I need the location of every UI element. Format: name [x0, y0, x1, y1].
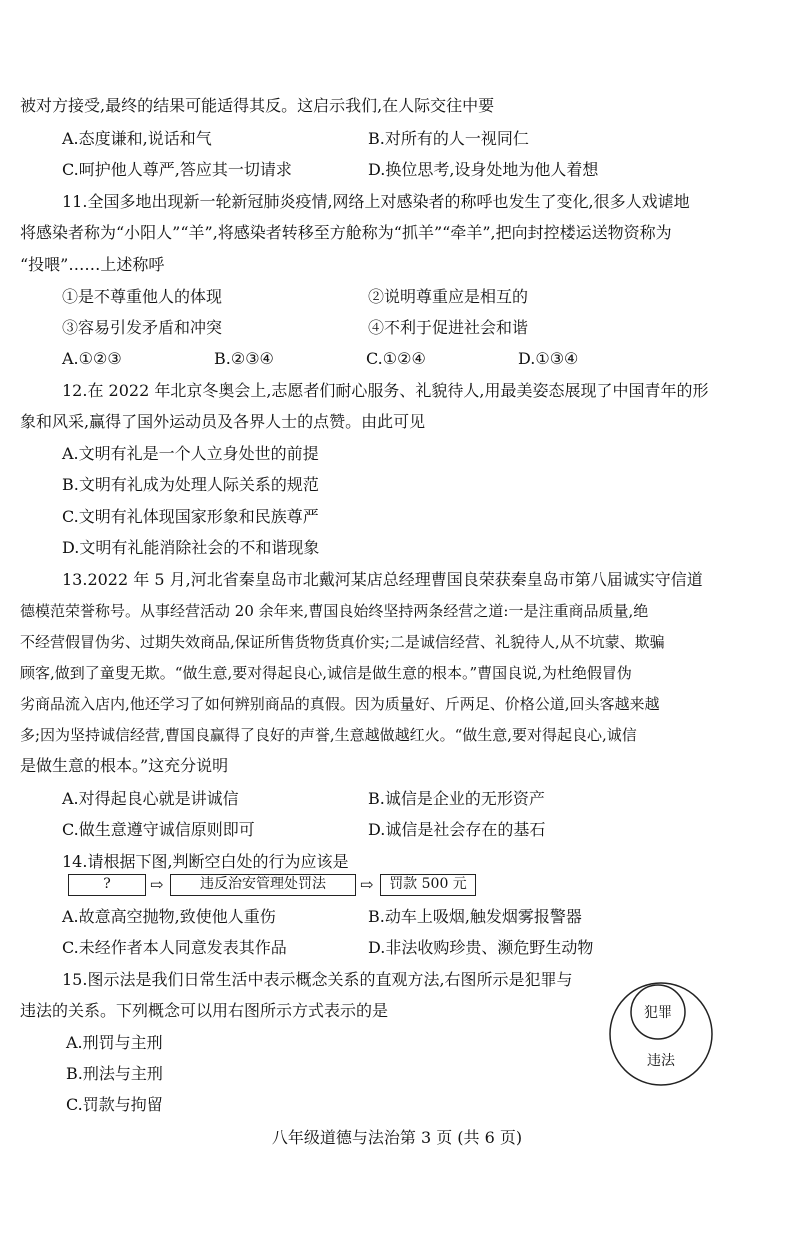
q13-stem-line-2: 德模范荣誉称号。从事经营活动 20 余年来,曹国良始终坚持两条经营之道:一是注重商品质量,绝: [20, 602, 649, 620]
q14-option-a: A.故意高空抛物,致使他人重伤: [62, 907, 276, 926]
q15-stem-line-2: 违法的关系。下列概念可以用右图所示方式表示的是: [20, 1001, 389, 1020]
q13-option-d: D.诚信是社会存在的基石: [368, 820, 546, 839]
q12-option-c: C.文明有礼体现国家形象和民族尊严: [62, 507, 319, 526]
q11-option-c: C.①②④: [366, 349, 426, 368]
q13-option-c: C.做生意遵守诚信原则即可: [62, 820, 255, 839]
q10-option-a: A.态度谦和,说话和气: [62, 129, 212, 148]
q13-stem-line-3: 不经营假冒伪劣、过期失效商品,保证所售货物货真价实;二是诚信经营、礼貌待人,从不坑蒙、欺骗: [20, 633, 665, 651]
q14-flow-blank-box: ?: [68, 874, 146, 896]
q10-option-c: C.呵护他人尊严,答应其一切请求: [62, 160, 292, 179]
q13-stem-line-1: 13.2022 年 5 月,河北省秦皇岛市北戴河某店总经理曹国良荣获秦皇岛市第八届诚实守信道: [62, 570, 703, 589]
q12-option-b: B.文明有礼成为处理人际关系的规范: [62, 475, 319, 494]
q12-stem-line-2: 象和风采,赢得了国外运动员及各界人士的点赞。由此可见: [20, 412, 426, 431]
q13-option-a: A.对得起良心就是讲诚信: [62, 789, 239, 808]
q15-stem-line-1: 15.图示法是我们日常生活中表示概念关系的直观方法,右图所示是犯罪与: [62, 970, 573, 989]
q14-flow-middle-box: 违反治安管理处罚法: [170, 874, 356, 896]
q10-stem-tail: 被对方接受,最终的结果可能适得其反。这启示我们,在人际交往中要: [20, 96, 495, 115]
q14-flow-arrow-1: ⇨: [150, 875, 164, 894]
q11-option-d: D.①③④: [518, 349, 579, 368]
q15-option-c: C.罚款与拘留: [66, 1095, 163, 1114]
q13-stem-line-6: 多;因为坚持诚信经营,曹国良赢得了良好的声誉,生意越做越红火。“做生意,要对得起良心,诚信: [20, 726, 637, 744]
q14-option-c: C.未经作者本人同意发表其作品: [62, 938, 287, 957]
q11-statement-1: ①是不尊重他人的体现: [62, 287, 223, 306]
q13-stem-line-7: 是做生意的根本。”这充分说明: [20, 756, 229, 775]
venn-outer-label: 违法: [647, 1053, 675, 1069]
q15-option-b: B.刑法与主刑: [66, 1064, 163, 1083]
q11-stem-line-2: 将感染者称为“小阳人”“羊”,将感染者转移至方舱称为“抓羊”“牵羊”,把向封控楼运送物资称为: [20, 223, 672, 242]
q14-stem: 14.请根据下图,判断空白处的行为应该是: [62, 852, 349, 871]
outer-circle: [610, 983, 712, 1085]
q14-flow-result-box: 罚款 500 元: [380, 874, 476, 896]
q14-flow-arrow-2: ⇨: [360, 875, 374, 894]
venn-inner-label: 犯罪: [644, 1005, 672, 1021]
q13-stem-line-5: 劣商品流入店内,他还学习了如何辨别商品的真假。因为质量好、斤两足、价格公道,回头客越来越: [20, 695, 660, 713]
page-footer: 八年级道德与法治第 3 页 (共 6 页): [271, 1128, 523, 1147]
q12-option-d: D.文明有礼能消除社会的不和谐现象: [62, 538, 320, 557]
q10-option-d: D.换位思考,设身处地为他人着想: [368, 160, 599, 179]
q15-venn-diagram: [606, 982, 716, 1086]
q11-stem-line-3: “投喂”……上述称呼: [20, 255, 165, 274]
q13-option-b: B.诚信是企业的无形资产: [368, 789, 545, 808]
q11-option-b: B.②③④: [214, 349, 274, 368]
q14-option-d: D.非法收购珍贵、濒危野生动物: [368, 938, 594, 957]
q13-stem-line-4: 顾客,做到了童叟无欺。“做生意,要对得起良心,诚信是做生意的根本。”曹国良说,为杜绝假冒伪: [20, 664, 632, 682]
q15-option-a: A.刑罚与主刑: [66, 1033, 163, 1052]
q10-option-b: B.对所有的人一视同仁: [368, 129, 529, 148]
q11-option-a: A.①②③: [62, 349, 122, 368]
q12-option-a: A.文明有礼是一个人立身处世的前提: [62, 444, 319, 463]
q11-stem-line-1: 11.全国多地出现新一轮新冠肺炎疫情,网络上对感染者的称呼也发生了变化,很多人戏谑地: [62, 192, 690, 211]
q11-statement-4: ④不利于促进社会和谐: [368, 318, 529, 337]
q11-statement-3: ③容易引发矛盾和冲突: [62, 318, 223, 337]
q14-option-b: B.动车上吸烟,触发烟雾报警器: [368, 907, 582, 926]
q12-stem-line-1: 12.在 2022 年北京冬奥会上,志愿者们耐心服务、礼貌待人,用最美姿态展现了中国青年的形: [62, 381, 709, 400]
q11-statement-2: ②说明尊重应是相互的: [368, 287, 529, 306]
